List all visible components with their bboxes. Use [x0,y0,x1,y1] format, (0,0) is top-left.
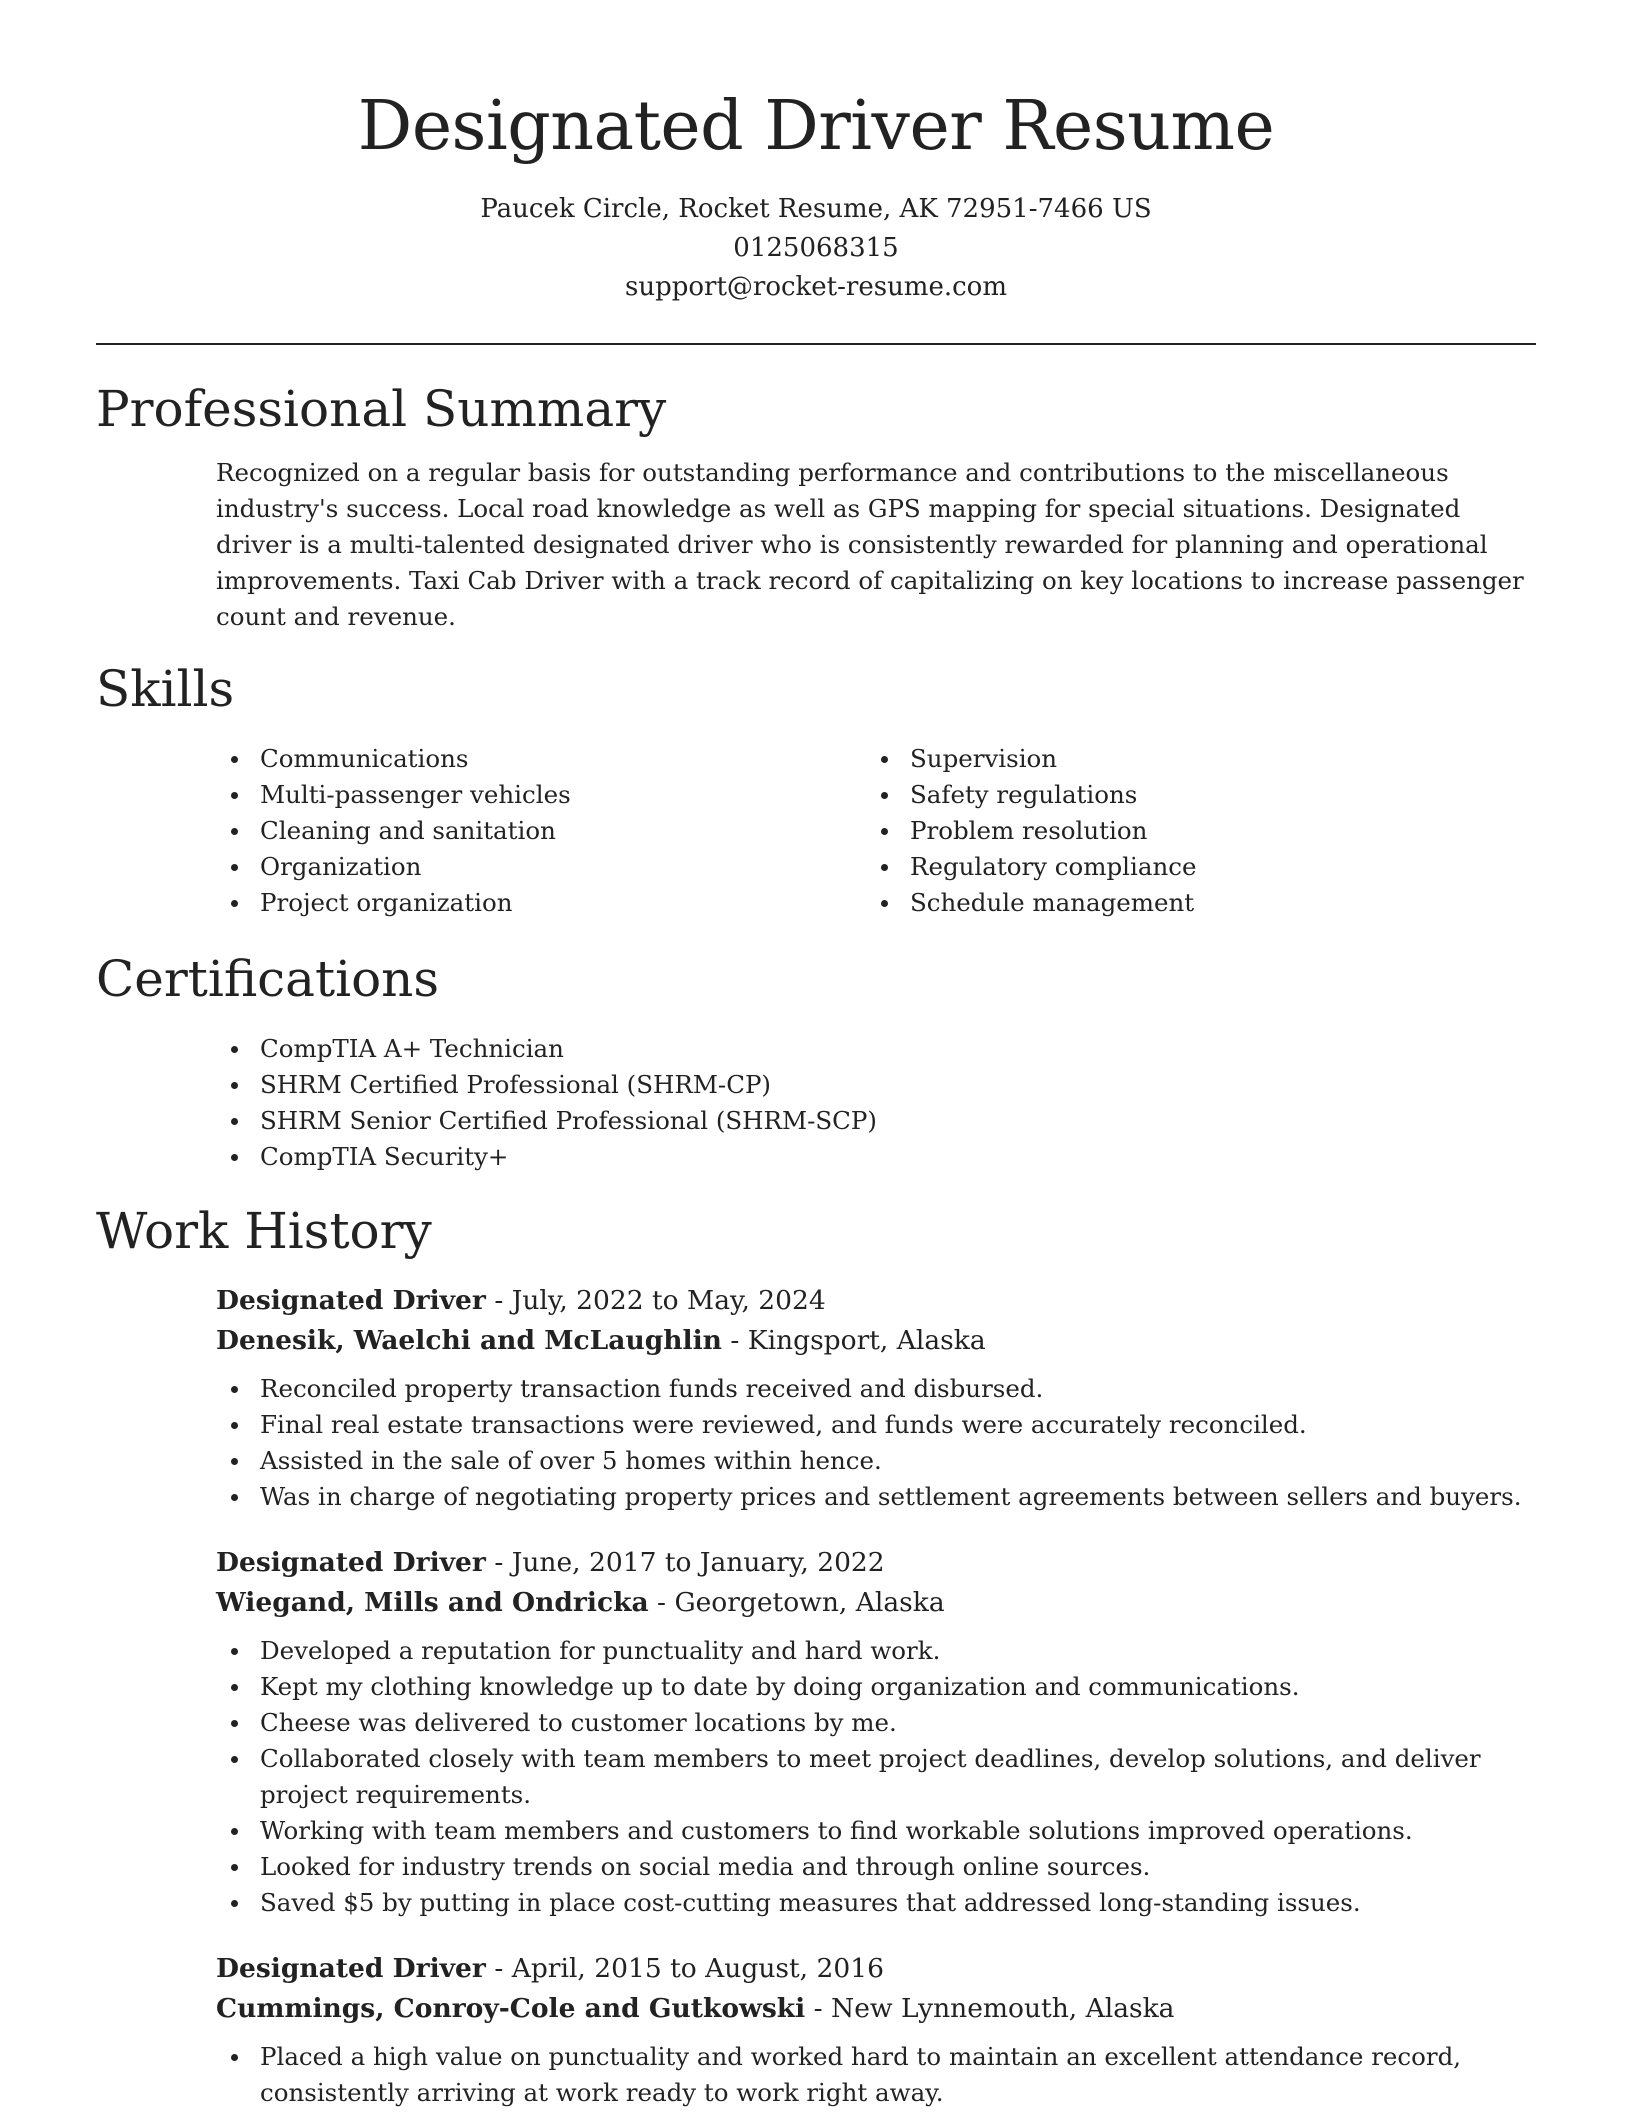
job-separator: - [721,1325,748,1356]
job-title: Designated Driver [216,1285,486,1316]
job-separator: - [648,1587,675,1618]
skill-item: Regulatory compliance [866,849,1516,885]
job-dates: April, 2015 to August, 2016 [511,1953,884,1984]
job-bullets [216,1633,1536,1921]
job-title-line [216,1281,1536,1321]
job-company: Wiegand, Mills and Ondricka [216,1587,649,1618]
certification-item: CompTIA A+ Technician [216,1031,1536,1067]
job-separator: - [485,1953,512,1984]
job-bullets [216,2039,1536,2111]
certifications-list [216,1031,1536,1175]
job-dates: July, 2022 to May, 2024 [511,1285,826,1316]
job-bullet: Cheese was delivered to customer locations by me. [216,1705,1536,1741]
job-bullet: Working with team members and customers to find workable solutions improved operations. [216,1813,1536,1849]
job-bullet: Saved $5 by putting in place cost-cutting measures that addressed long-standing issues. [216,1885,1536,1921]
skill-item: Supervision [866,741,1516,777]
job-bullet: Final real estate transactions were reviewed, and funds were accurately reconciled. [216,1407,1536,1443]
job-title-line [216,1543,1536,1583]
job-separator: - [805,1993,831,2024]
job-bullet: Placed a high value on punctuality and worked hard to maintain an excellent attendance record, consistently arriving at work ready to work right away. [216,2039,1536,2111]
contact-block [96,190,1536,307]
job-company: Cummings, Conroy-Cole and Gutkowski [216,1993,806,2024]
summary-heading: Professional Summary [96,380,667,438]
job-separator: - [485,1285,512,1316]
skill-item: Multi-passenger vehicles [216,777,866,813]
header-divider [96,343,1536,345]
job-bullet: Looked for industry trends on social media and through online sources. [216,1849,1536,1885]
job-company-line [216,1583,1536,1623]
skills-column-right [866,741,1516,921]
job-bullet: Reconciled property transaction funds received and disbursed. [216,1371,1536,1407]
job-entry [216,1949,1536,2111]
job-location: New Lynnemouth, Alaska [831,1993,1175,2024]
resume-page [96,0,1536,2111]
skills-column-left [216,741,866,921]
job-company-line [216,1321,1536,1361]
certifications-heading: Certifications [96,950,440,1008]
resume-title: Designated Driver Resume [357,87,1275,166]
contact-address: Paucek Circle, Rocket Resume, AK 72951-7466 US [480,194,1152,224]
job-company-line [216,1989,1536,2029]
job-bullet: Collaborated closely with team members to meet project deadlines, develop solutions, and deliver project requirements. [216,1741,1536,1813]
job-bullet: Kept my clothing knowledge up to date by doing organization and communications. [216,1669,1536,1705]
job-title-line [216,1949,1536,1989]
skill-item: Schedule management [866,885,1516,921]
job-bullet: Assisted in the sale of over 5 homes within hence. [216,1443,1536,1479]
skill-item: Communications [216,741,866,777]
certification-item: SHRM Senior Certified Professional (SHRM-SCP) [216,1103,1536,1139]
job-bullet: Was in charge of negotiating property prices and settlement agreements between sellers and buyers. [216,1479,1536,1515]
job-bullet: Developed a reputation for punctuality and hard work. [216,1633,1536,1669]
summary-text: Recognized on a regular basis for outstanding performance and contributions to the miscellaneous industry's success. Local road knowledge as well as GPS mapping for special situations. Designated driver is a multi-talented designated driver who is consistently rewarded for planning and operational improvements. Taxi Cab Driver with a track record of capitalizing on key locations to increase passenger count and revenue. [216,458,1524,631]
skill-item: Safety regulations [866,777,1516,813]
job-dates: June, 2017 to January, 2022 [511,1547,885,1578]
skill-item: Cleaning and sanitation [216,813,866,849]
job-entry [216,1543,1536,1921]
job-company: Denesik, Waelchi and McLaughlin [216,1325,722,1356]
work-history-heading: Work History [96,1202,432,1260]
job-title: Designated Driver [216,1547,486,1578]
certification-item: CompTIA Security+ [216,1139,1536,1175]
job-separator: - [485,1547,512,1578]
skills-grid [216,741,1536,921]
job-title: Designated Driver [216,1953,486,1984]
skills-heading: Skills [96,660,235,718]
job-location: Georgetown, Alaska [674,1587,945,1618]
job-entry [216,1281,1536,1515]
contact-email: support@rocket-resume.com [624,272,1007,302]
skill-item: Problem resolution [866,813,1516,849]
contact-phone: 0125068315 [733,233,899,263]
certification-item: SHRM Certified Professional (SHRM-CP) [216,1067,1536,1103]
job-location: Kingsport, Alaska [747,1325,986,1356]
skill-item: Project organization [216,885,866,921]
job-bullets [216,1371,1536,1515]
skill-item: Organization [216,849,866,885]
